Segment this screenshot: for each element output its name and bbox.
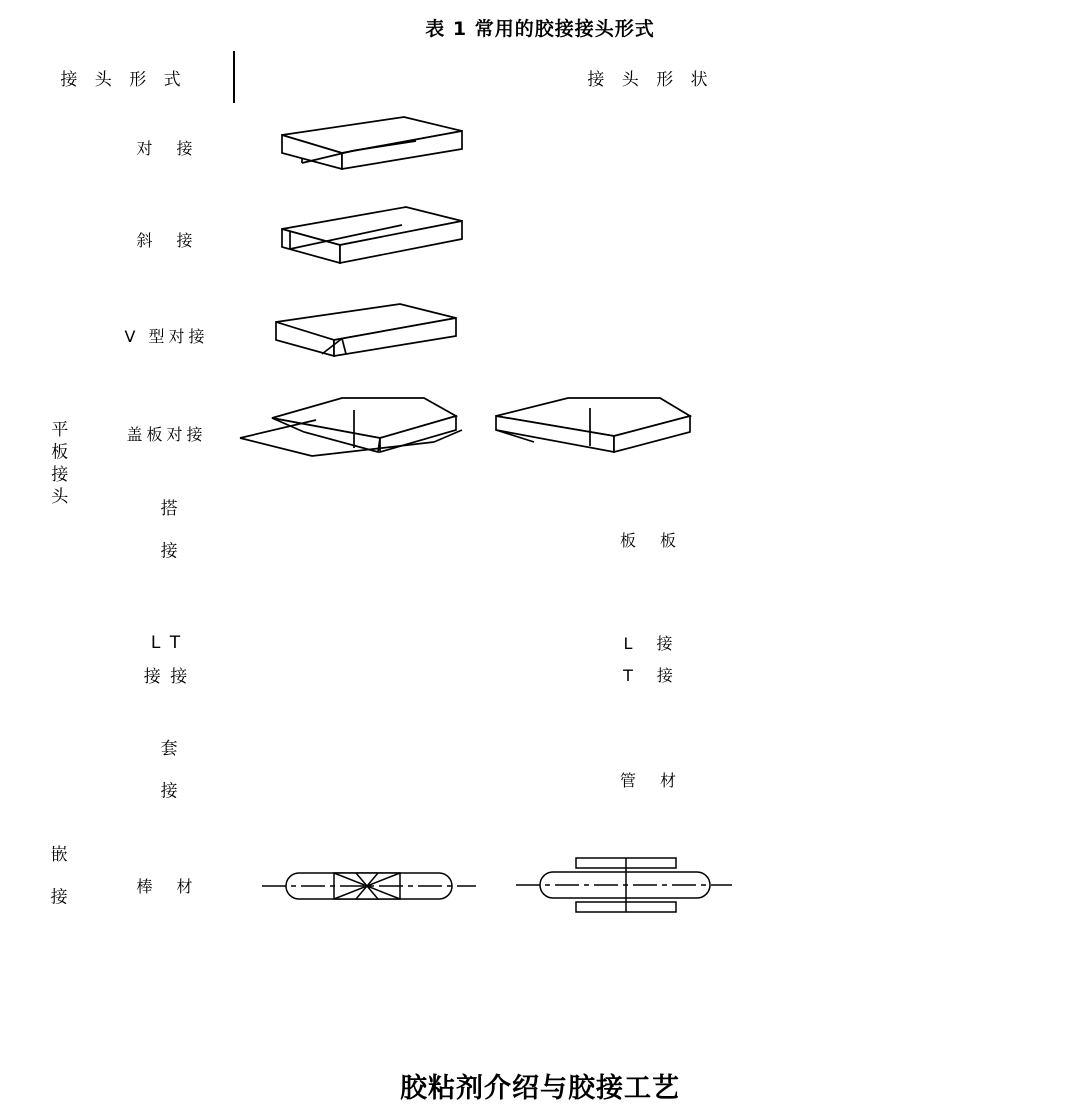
rod-insert-1-icon bbox=[254, 847, 484, 923]
table-row bbox=[14, 595, 1066, 725]
sub-label-v-butt: V 型对接 bbox=[124, 326, 209, 346]
shape-cell-rod bbox=[234, 833, 1066, 937]
table-row bbox=[14, 483, 1066, 595]
shape-cell-v-butt bbox=[234, 287, 1066, 383]
group-label-sleeve: 套 接 bbox=[156, 738, 177, 809]
shape-cell-butt bbox=[234, 103, 1066, 191]
shape-cell-cover-plate bbox=[234, 383, 1066, 483]
sub-label-rod: 棒 材 bbox=[136, 876, 197, 896]
shape-cell-scarf bbox=[234, 191, 1066, 287]
sub-label-butt: 对 接 bbox=[136, 138, 197, 158]
sub-label-t: T 接 bbox=[623, 666, 677, 685]
double-cover-plate-joint-icon bbox=[234, 390, 464, 476]
group-label-insert: 嵌 接 bbox=[46, 844, 67, 915]
sub-label-tube: 管 材 bbox=[619, 770, 680, 790]
table-row bbox=[14, 287, 1066, 383]
joint-types-table bbox=[14, 51, 1066, 937]
group-label-lap: 搭 接 bbox=[156, 498, 177, 569]
table-row bbox=[14, 103, 1066, 191]
header-joint-type: 接 头 形 式 bbox=[14, 51, 234, 103]
group-label-lt bbox=[99, 595, 234, 725]
group-label-lt-line1: L T bbox=[150, 633, 183, 653]
sub-label-plate-plate: 板 板 bbox=[619, 530, 680, 550]
table-row bbox=[14, 383, 1066, 483]
group-label-flat-plate: 平 板 接 头 bbox=[47, 420, 68, 505]
sub-label-l: L 接 bbox=[623, 634, 677, 653]
table-header-row bbox=[14, 51, 1066, 103]
sub-label-cover-plate: 盖板对接 bbox=[126, 424, 207, 444]
table-row bbox=[14, 725, 1066, 833]
header-joint-shape: 接 头 形 状 bbox=[587, 69, 714, 90]
group-label-lt-line2: 接 接 bbox=[143, 667, 190, 687]
butt-joint-plate-icon bbox=[234, 109, 464, 185]
table-row bbox=[14, 191, 1066, 287]
rod-insert-2-icon bbox=[510, 842, 740, 928]
sub-label-lt bbox=[234, 595, 1066, 725]
v-butt-joint-plate-icon bbox=[234, 296, 464, 374]
single-cover-plate-joint-icon bbox=[474, 390, 704, 476]
scarf-joint-plate-icon bbox=[234, 199, 464, 279]
table-title: 表 1 常用的胶接接头形式 bbox=[425, 18, 655, 40]
table-row bbox=[14, 833, 1066, 937]
page-footer: 胶粘剂介绍与胶接工艺 bbox=[400, 1073, 680, 1104]
sub-label-scarf: 斜 接 bbox=[136, 230, 197, 250]
